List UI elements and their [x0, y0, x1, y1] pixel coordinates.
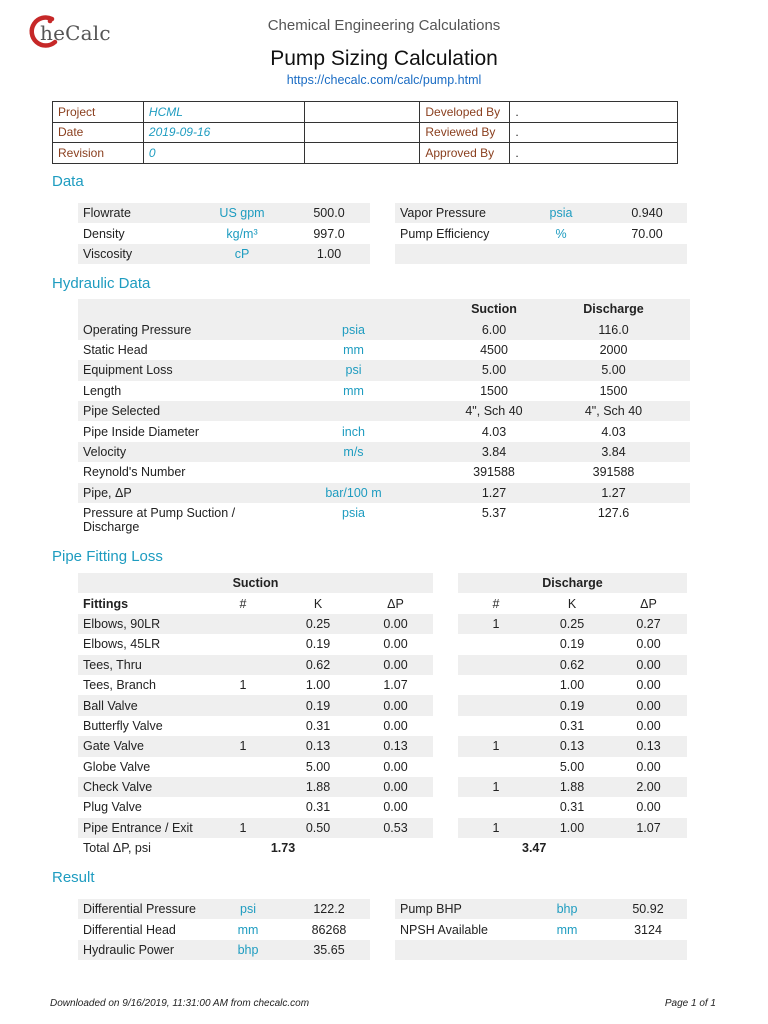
- dp-column-header: ΔP: [640, 596, 657, 611]
- calc-url-link[interactable]: https://checalc.com/calc/pump.html: [286, 73, 482, 87]
- hydraulic-unit: [256, 401, 451, 421]
- result-left-table: [78, 899, 370, 960]
- hydraulic-row: [78, 401, 690, 421]
- data-value: 997.0: [313, 226, 345, 241]
- fitting-row: [78, 655, 433, 675]
- data-value: 500.0: [288, 203, 370, 223]
- fitting-count: [208, 655, 278, 675]
- result-unit: mm: [237, 922, 259, 937]
- fitting-k: 1.00: [534, 818, 610, 838]
- result-unit: bhp: [208, 940, 288, 960]
- suction-value: 4500: [480, 342, 508, 357]
- fitting-row: [458, 614, 687, 634]
- fitting-dp: 1.07: [383, 678, 408, 693]
- hydraulic-label: Reynold's Number: [83, 465, 186, 480]
- fitting-row: [458, 818, 687, 838]
- project-info-table: [52, 101, 678, 164]
- data-row: [78, 244, 370, 264]
- fitting-count: [208, 797, 278, 817]
- suction-value: 4", Sch 40: [451, 401, 537, 421]
- discharge-value: 4.03: [601, 424, 626, 439]
- suction-value: 5.00: [451, 360, 537, 380]
- fitting-k: 0.25: [534, 614, 610, 634]
- discharge-value: 3.84: [537, 442, 690, 462]
- suction-value: 6.00: [451, 319, 537, 339]
- discharge-value: 5.00: [537, 360, 690, 380]
- fitting-name: Tees, Thru: [78, 655, 208, 675]
- result-heading: Result: [52, 869, 95, 886]
- result-row: [395, 899, 687, 919]
- suction-column-header: Suction: [451, 299, 537, 319]
- fitting-dp: 0.00: [610, 695, 687, 715]
- fitting-dp: 2.00: [610, 777, 687, 797]
- fitting-k: 0.31: [559, 800, 585, 815]
- hydraulic-row: [78, 319, 690, 339]
- reviewed-by-value: .: [510, 122, 678, 143]
- hydraulic-label: Pipe Selected: [78, 401, 256, 421]
- result-row: [395, 919, 687, 939]
- fitting-count: [458, 634, 534, 654]
- discharge-column-header: Discharge: [537, 299, 690, 319]
- fitting-k: 0.25: [278, 614, 358, 634]
- page-title: Pump Sizing Calculation: [270, 47, 498, 70]
- fitting-row: [78, 757, 433, 777]
- result-value: 50.92: [609, 899, 687, 919]
- result-label: Hydraulic Power: [78, 940, 208, 960]
- k-column-header: K: [313, 596, 323, 611]
- fitting-dp: 0.00: [636, 759, 661, 774]
- fitting-name: Elbows, 45LR: [83, 637, 161, 652]
- checalc-logo: heCalc: [26, 12, 136, 52]
- data-value: 1.00: [288, 244, 370, 264]
- k-column-header: K: [567, 596, 577, 611]
- revision-value: 0: [143, 143, 304, 164]
- fitting-row: [78, 818, 433, 838]
- result-value: 35.65: [288, 940, 370, 960]
- result-value: 86268: [311, 922, 347, 937]
- fitting-dp: 0.53: [358, 818, 433, 838]
- suction-value: 3.84: [451, 442, 537, 462]
- discharge-value: 116.0: [537, 319, 690, 339]
- hydraulic-unit: psia: [342, 505, 365, 520]
- fitting-count: [458, 716, 534, 736]
- hydraulic-unit: mm: [343, 383, 364, 398]
- fitting-k: 0.62: [534, 655, 610, 675]
- fitting-row: [458, 675, 687, 695]
- fitting-k: 1.88: [534, 777, 610, 797]
- result-value: 3124: [634, 922, 662, 937]
- fitting-name: Check Valve: [78, 777, 208, 797]
- fitting-dp: 0.00: [358, 695, 433, 715]
- fitting-count: [458, 797, 534, 817]
- data-label: Viscosity: [78, 244, 196, 264]
- fitting-count: [208, 695, 278, 715]
- fitting-count: [458, 675, 534, 695]
- fitting-dp: 0.27: [610, 614, 687, 634]
- fitting-name: Pipe Entrance / Exit: [78, 818, 208, 838]
- data-unit: cP: [196, 244, 288, 264]
- fitting-dp: 1.07: [610, 818, 687, 838]
- fitting-row: [78, 695, 433, 715]
- discharge-value: 391588: [592, 465, 635, 480]
- result-label: Differential Pressure: [78, 899, 208, 919]
- fitting-heading: Pipe Fitting Loss: [52, 548, 163, 565]
- result-right-table: [395, 899, 687, 960]
- discharge-value: 4", Sch 40: [537, 401, 690, 421]
- fitting-dp: 0.00: [358, 655, 433, 675]
- fitting-dp: 0.00: [358, 614, 433, 634]
- hydraulic-label: Pipe, ΔP: [78, 483, 256, 503]
- fitting-row: [78, 716, 433, 736]
- hydraulic-label: Pressure at Pump Suction / Discharge: [83, 505, 236, 534]
- revision-label: Revision: [53, 143, 144, 164]
- fitting-k: 0.50: [278, 818, 358, 838]
- fitting-dp: 0.00: [383, 637, 408, 652]
- result-row: [78, 899, 370, 919]
- data-right-table: [395, 203, 687, 264]
- fitting-row: [78, 797, 433, 817]
- dp-column-header: ΔP: [387, 596, 404, 611]
- hydraulic-row: [78, 421, 690, 441]
- discharge-value: 1500: [599, 383, 628, 398]
- fitting-row: [458, 736, 687, 756]
- fitting-dp: 0.13: [610, 736, 687, 756]
- suction-fittings-title: Suction: [78, 573, 433, 593]
- result-row: [78, 940, 370, 960]
- count-column-header: #: [492, 596, 500, 611]
- fitting-dp: 0.00: [636, 678, 661, 693]
- fitting-dp: 0.13: [358, 736, 433, 756]
- fitting-k: 0.31: [305, 718, 331, 733]
- hydraulic-row: [78, 381, 690, 401]
- total-suction-dp: 1.73: [270, 841, 296, 856]
- data-unit: kg/m³: [226, 226, 258, 241]
- hydraulic-unit: bar/100 m: [256, 483, 451, 503]
- total-dp-label: Total ΔP, psi: [83, 841, 151, 856]
- fitting-row: [458, 634, 687, 654]
- fitting-count: 1: [208, 818, 278, 838]
- fitting-count: [208, 777, 278, 797]
- fitting-k: 0.62: [278, 655, 358, 675]
- data-value: 70.00: [631, 226, 663, 241]
- result-unit: psi: [208, 899, 288, 919]
- hydraulic-row: [78, 483, 690, 503]
- fitting-k: 0.19: [278, 695, 358, 715]
- suction-value: 391588: [473, 465, 515, 480]
- count-column-header: #: [239, 596, 247, 611]
- result-label: Pump BHP: [395, 899, 525, 919]
- fitting-row: [78, 614, 433, 634]
- fitting-name: Ball Valve: [78, 695, 208, 715]
- fitting-count: 1: [458, 614, 534, 634]
- fitting-dp: 0.00: [383, 800, 408, 815]
- fitting-k: 0.19: [559, 637, 585, 652]
- fitting-dp: 0.00: [383, 718, 408, 733]
- fitting-k: 0.31: [305, 800, 331, 815]
- discharge-fittings-title: Discharge: [458, 573, 687, 593]
- fitting-k: 0.19: [534, 695, 610, 715]
- hydraulic-unit: inch: [342, 424, 365, 439]
- suction-value: 1.27: [451, 483, 537, 503]
- fitting-count: [458, 757, 534, 777]
- approved-by-value: .: [510, 143, 678, 164]
- suction-value: 5.37: [481, 505, 507, 520]
- result-unit: mm: [556, 922, 578, 937]
- fitting-k: 1.00: [559, 678, 585, 693]
- fitting-dp: 0.00: [636, 800, 661, 815]
- reviewed-by-label: Reviewed By: [420, 122, 510, 143]
- data-unit: psia: [515, 203, 607, 223]
- discharge-fittings-table: [458, 573, 687, 858]
- fitting-name: Gate Valve: [78, 736, 208, 756]
- hydraulic-row: [78, 503, 690, 537]
- fitting-row: [458, 757, 687, 777]
- fitting-k: 0.19: [305, 637, 331, 652]
- data-label: Density: [83, 226, 125, 241]
- fitting-name: Plug Valve: [83, 800, 142, 815]
- data-unit: %: [555, 226, 567, 241]
- fitting-dp: 0.00: [610, 655, 687, 675]
- fitting-dp: 0.00: [358, 777, 433, 797]
- fitting-count: [458, 695, 534, 715]
- hydraulic-label: Equipment Loss: [78, 360, 256, 380]
- suction-fittings-table: [78, 573, 433, 858]
- site-subtitle: Chemical Engineering Calculations: [267, 17, 501, 34]
- fitting-row: [458, 716, 687, 736]
- fitting-k: 1.88: [278, 777, 358, 797]
- fitting-count: 1: [458, 777, 534, 797]
- fitting-k: 5.00: [559, 759, 585, 774]
- discharge-value: 1.27: [537, 483, 690, 503]
- fitting-k: 0.13: [534, 736, 610, 756]
- data-value: 0.940: [607, 203, 687, 223]
- project-label: Project: [53, 102, 144, 123]
- total-discharge-dp: 3.47: [522, 841, 547, 856]
- fitting-count: 1: [458, 736, 534, 756]
- hydraulic-label: Static Head: [83, 342, 148, 357]
- hydraulic-unit: psia: [256, 319, 451, 339]
- developed-by-value: .: [510, 102, 678, 123]
- fitting-name: Tees, Branch: [83, 678, 156, 693]
- fitting-count: 1: [208, 736, 278, 756]
- hydraulic-row: [78, 360, 690, 380]
- fitting-row: [458, 777, 687, 797]
- fitting-count: [208, 614, 278, 634]
- hydraulic-label: Length: [83, 383, 122, 398]
- fitting-count: 1: [239, 678, 247, 693]
- fitting-name: Butterfly Valve: [83, 718, 163, 733]
- developed-by-label: Developed By: [420, 102, 510, 123]
- result-value: 122.2: [288, 899, 370, 919]
- fitting-dp: 0.00: [636, 637, 661, 652]
- fitting-dp: 0.00: [383, 759, 408, 774]
- fitting-count: [208, 634, 278, 654]
- fitting-row: [78, 736, 433, 756]
- hydraulic-row: [78, 340, 690, 360]
- fitting-row: [78, 634, 433, 654]
- fitting-row: [458, 695, 687, 715]
- approved-by-label: Approved By: [420, 143, 510, 164]
- data-row: [395, 223, 687, 243]
- data-left-table: [78, 203, 370, 264]
- suction-value: 4.03: [481, 424, 507, 439]
- fitting-k: 0.31: [559, 718, 585, 733]
- discharge-value: 127.6: [597, 505, 630, 520]
- fitting-count: 1: [458, 818, 534, 838]
- fitting-name: Elbows, 90LR: [78, 614, 208, 634]
- fitting-count: [458, 655, 534, 675]
- fitting-row: [78, 675, 433, 695]
- result-label: Differential Head: [83, 922, 176, 937]
- hydraulic-unit: [256, 462, 451, 482]
- hydraulic-unit: mm: [343, 342, 364, 357]
- hydraulic-label: Pipe Inside Diameter: [83, 424, 200, 439]
- fitting-row: [78, 777, 433, 797]
- data-heading: Data: [52, 173, 84, 190]
- data-label: Flowrate: [78, 203, 196, 223]
- hydraulic-unit: psi: [256, 360, 451, 380]
- hydraulic-label: Operating Pressure: [78, 319, 256, 339]
- discharge-value: 2000: [599, 342, 628, 357]
- fitting-k: 0.13: [278, 736, 358, 756]
- fitting-dp: 0.00: [636, 718, 661, 733]
- data-label: Vapor Pressure: [395, 203, 515, 223]
- fitting-name: Globe Valve: [83, 759, 151, 774]
- suction-value: 1500: [480, 383, 508, 398]
- hydraulic-heading: Hydraulic Data: [52, 275, 151, 292]
- fitting-row: [458, 655, 687, 675]
- fitting-count: [208, 716, 278, 736]
- hydraulic-row: [78, 442, 690, 462]
- download-note: Downloaded on 9/16/2019, 11:31:00 AM from checalc.com: [50, 998, 310, 1009]
- data-row: [78, 223, 370, 243]
- project-value: HCML: [143, 102, 304, 123]
- data-row: [395, 203, 687, 223]
- hydraulic-unit: m/s: [256, 442, 451, 462]
- date-value: 2019-09-16: [143, 122, 304, 143]
- hydraulic-label: Velocity: [78, 442, 256, 462]
- hydraulic-row: [78, 462, 690, 482]
- data-unit: US gpm: [196, 203, 288, 223]
- hydraulic-table: [78, 299, 690, 537]
- fitting-k: 1.00: [305, 678, 331, 693]
- fitting-k: 5.00: [305, 759, 331, 774]
- result-row: [78, 919, 370, 939]
- page-number: Page 1 of 1: [664, 998, 716, 1009]
- data-label: Pump Efficiency: [400, 226, 490, 241]
- fitting-count: [208, 757, 278, 777]
- fittings-column-header: Fittings: [83, 596, 129, 611]
- fitting-row: [458, 797, 687, 817]
- data-row: [78, 203, 370, 223]
- date-label: Date: [53, 122, 144, 143]
- result-unit: bhp: [525, 899, 609, 919]
- result-label: NPSH Available: [400, 922, 489, 937]
